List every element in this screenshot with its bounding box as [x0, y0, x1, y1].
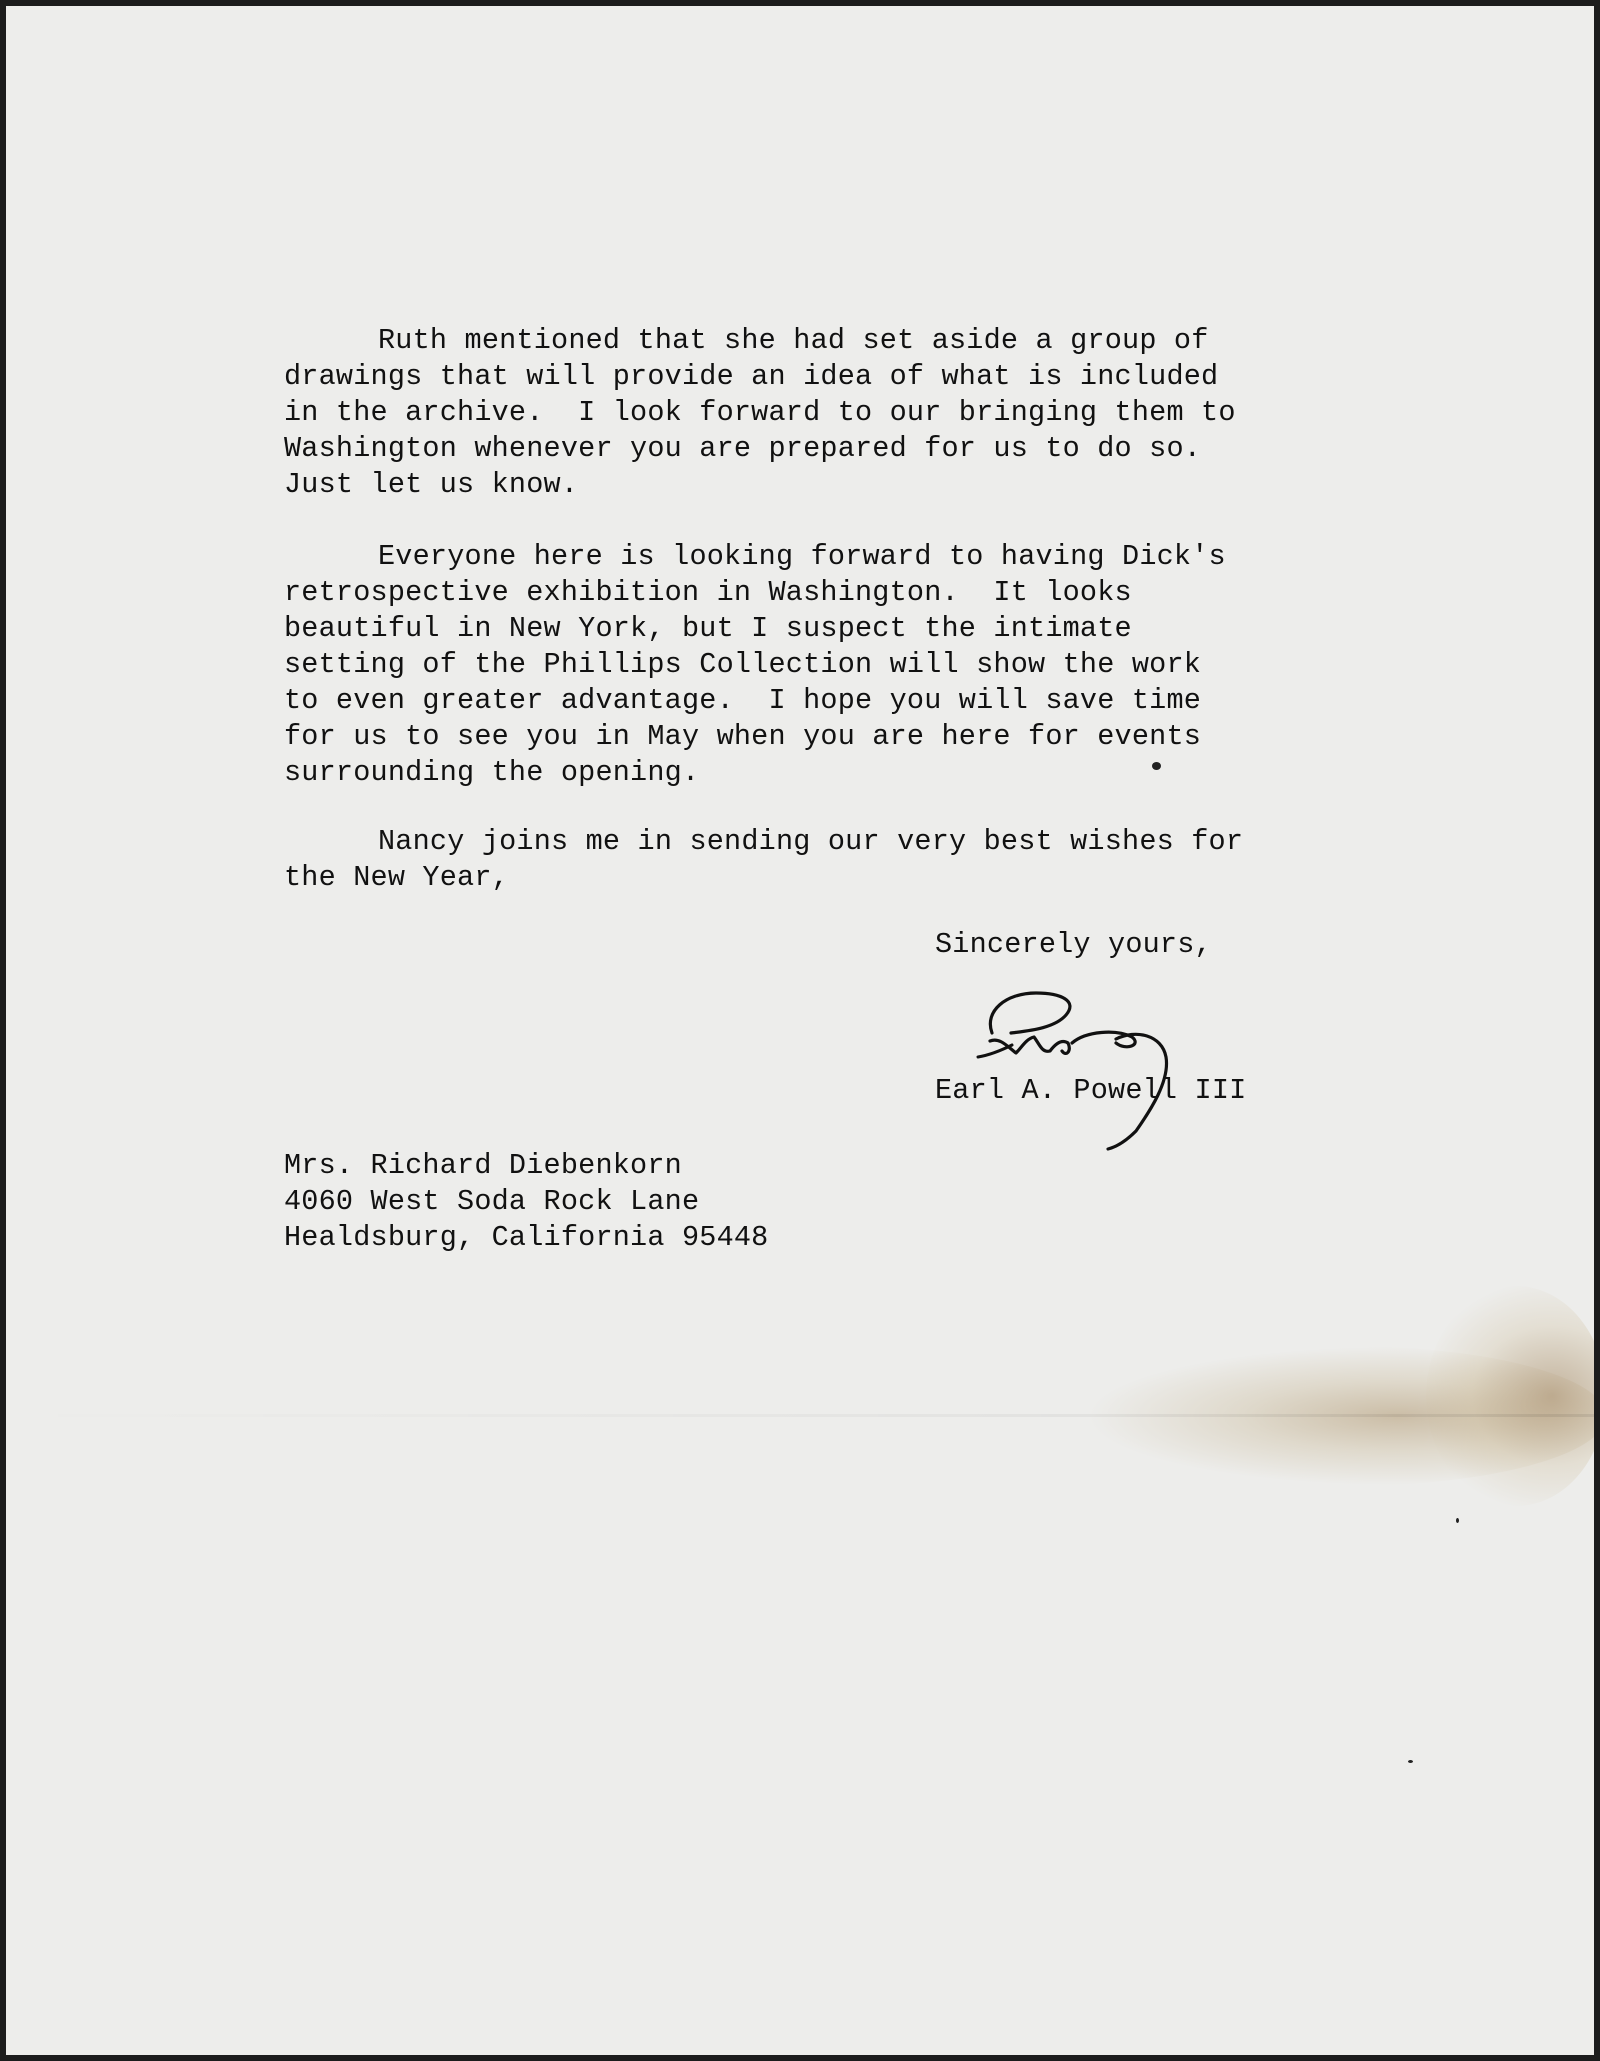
text-line: surrounding the opening.	[284, 756, 700, 789]
paragraph-retrospective-exhibition	[284, 539, 1394, 791]
text-line: the New Year,	[284, 861, 509, 894]
text-line: Ruth mentioned that she had set aside a group of	[378, 324, 1209, 357]
paper-speck	[1408, 1760, 1413, 1763]
text-line: for us to see you in May when you are here for events	[284, 720, 1202, 753]
text-line: Just let us know.	[284, 468, 579, 501]
text-line: Nancy joins me in sending our very best wishes for	[378, 825, 1244, 858]
text-line: to even greater advantage. I hope you will save time	[284, 684, 1202, 717]
closing-salutation: Sincerely yours,	[935, 928, 1212, 961]
text-line: Everyone here is looking forward to having Dick's	[378, 540, 1226, 573]
recipient-address	[284, 1148, 768, 1256]
text-line: retrospective exhibition in Washington. It looks	[284, 576, 1132, 609]
address-line: Mrs. Richard Diebenkorn	[284, 1149, 682, 1182]
paper-fold-line	[6, 1414, 1594, 1417]
text-line: beautiful in New York, but I suspect the intimate	[284, 612, 1132, 645]
letter-page	[6, 6, 1594, 2055]
address-line: Healdsburg, California 95448	[284, 1221, 769, 1254]
paper-speck	[1456, 1518, 1459, 1523]
address-line: 4060 West Soda Rock Lane	[284, 1185, 700, 1218]
handwritten-signature-icon	[966, 981, 1206, 1151]
paragraph-new-year-wishes	[284, 824, 1394, 896]
text-line: drawings that will provide an idea of what is included	[284, 360, 1219, 393]
signer-name: Earl A. Powell III	[935, 1074, 1247, 1107]
text-line: in the archive. I look forward to our bringing them to	[284, 396, 1236, 429]
paragraph-archive-drawings	[284, 323, 1394, 503]
text-line: setting of the Phillips Collection will show the work	[284, 648, 1202, 681]
text-line: Washington whenever you are prepared for us to do so.	[284, 432, 1202, 465]
water-stain-edge	[1426, 1286, 1594, 1506]
